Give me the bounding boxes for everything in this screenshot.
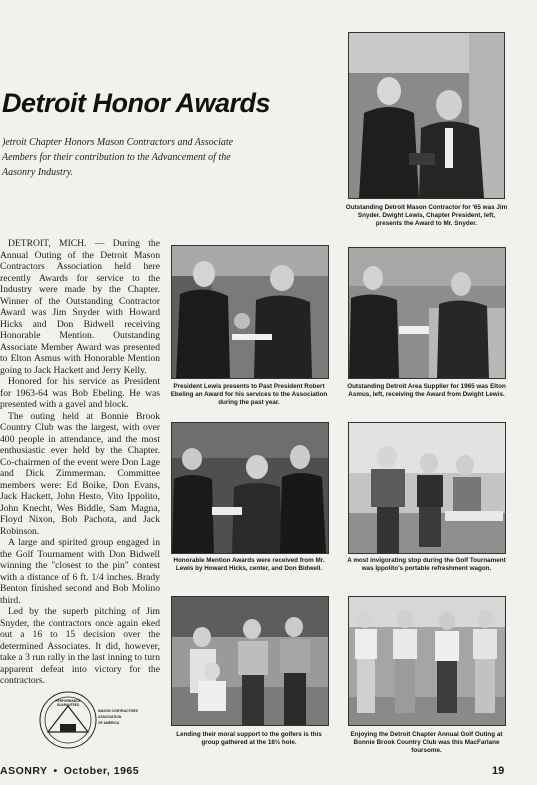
photo-refreshment-wagon (348, 422, 506, 554)
caption-macfarlane-foursome: Enjoying the Detroit Chapter Annual Golf Outing at Bonnie Brook Country Club was this MacFarlane foursome. (350, 731, 503, 754)
caption-honorable-mention: Honorable Mention Awards were received from Mr. Lewis by Howard Hicks, center, and Don Bidwell. (173, 557, 325, 572)
caption-ebeling: President Lewis presents to Past President Robert Ebeling an Award for his services to the Association during the past year. (170, 383, 328, 406)
svg-text:GUARANTEED: GUARANTEED (56, 703, 80, 707)
article-title: Detroit Honor Awards (2, 88, 271, 118)
photo-moral-support-group (171, 596, 329, 726)
page-number: 19 (492, 765, 505, 777)
svg-text:PERFORMANCE: PERFORMANCE (55, 699, 81, 703)
footer-publication-line (0, 765, 139, 777)
footer-publication: ASONRY (0, 765, 48, 777)
photo-ebeling-award (171, 245, 329, 379)
body-paragraph: DETROIT, MICH. — During the Annual Outing of the Detroit Mason Contractors Association held here recently Awards for service to the Industry were made by the Chapter. Winner of the Outstanding Contractor Award was Jim Snyder with Howard Hicks and Don Bidwell receiving Honorable Mention. Outstanding Associate Member Award was presented to Elton Asmus with Honorable Mention going to Jack Hackett and Jerry Kelly. (0, 238, 160, 376)
mcaa-logo (38, 688, 138, 752)
photo-snyder-award (348, 32, 505, 199)
svg-text:OF AMERICA: OF AMERICA (98, 721, 120, 725)
article-body (0, 238, 160, 687)
footer-date: October, 1965 (63, 765, 140, 777)
caption-snyder: Outstanding Detroit Mason Contractor for '65 was Jim Snyder. Dwight Lewis, Chapter President, left, presents the Award to Mr. Snyder. (345, 204, 508, 227)
footer-separator: • (53, 765, 58, 777)
caption-asmus: Outstanding Detroit Area Supplier for 1965 was Elton Asmus, left, receiving the Award from Dwight Lewis. (347, 383, 506, 398)
photo-honorable-mention (171, 422, 329, 554)
body-paragraph: Led by the superb pitching of Jim Snyder, the contractors once again eked out a 16 to 15 decision over the determined Associates. It did, however, take a 3 run rally in the last inning to turn apparent defeat into victory for the contractors. (0, 606, 160, 686)
caption-refreshment-wagon: A most invigorating stop during the Golf Tournament was Ippolito's portable refreshment wagon. (347, 557, 506, 572)
svg-text:ASSOCIATION: ASSOCIATION (98, 715, 122, 719)
svg-text:MASON CONTRACTORS: MASON CONTRACTORS (98, 709, 138, 713)
caption-moral-support: Lending their moral support to the golfers is this group gathered at the 18½ hole. (176, 731, 322, 746)
body-paragraph: The outing held at Bonnie Brook Country Club was the largest, with over 400 people in attendance, and the most enthusiastic ever held by the Chapter. Co-chairmen of the event were Don Lage and Dick Zimmerman. Committee members were: Ed Boike, Don Evans, Jack Hackett, John Hesto, Vito Ippolito, John Knecht, Wes Biddle, Sam Magna, Floyd Nixon, Bob Pachota, and Jack Robinson. (0, 410, 160, 537)
photo-asmus-award (348, 247, 506, 379)
body-paragraph: A large and spirited group engaged in the Golf Tournament with Don Bidwell winning the "closest to the pin" contest with a distance of 6 ft. 1/4 inches. Brady Benton finished second and Bob Molino third. (0, 537, 160, 606)
photo-macfarlane-foursome (348, 596, 506, 726)
article-subtitle: )etroit Chapter Honors Mason Contractors and Associate Aembers for their contribution to the Advancement of the Aasonry Industry. (2, 137, 234, 178)
body-paragraph: Honored for his service as President for 1963-64 was Bob Ebeling. He was presented with a gavel and block. (0, 376, 160, 410)
